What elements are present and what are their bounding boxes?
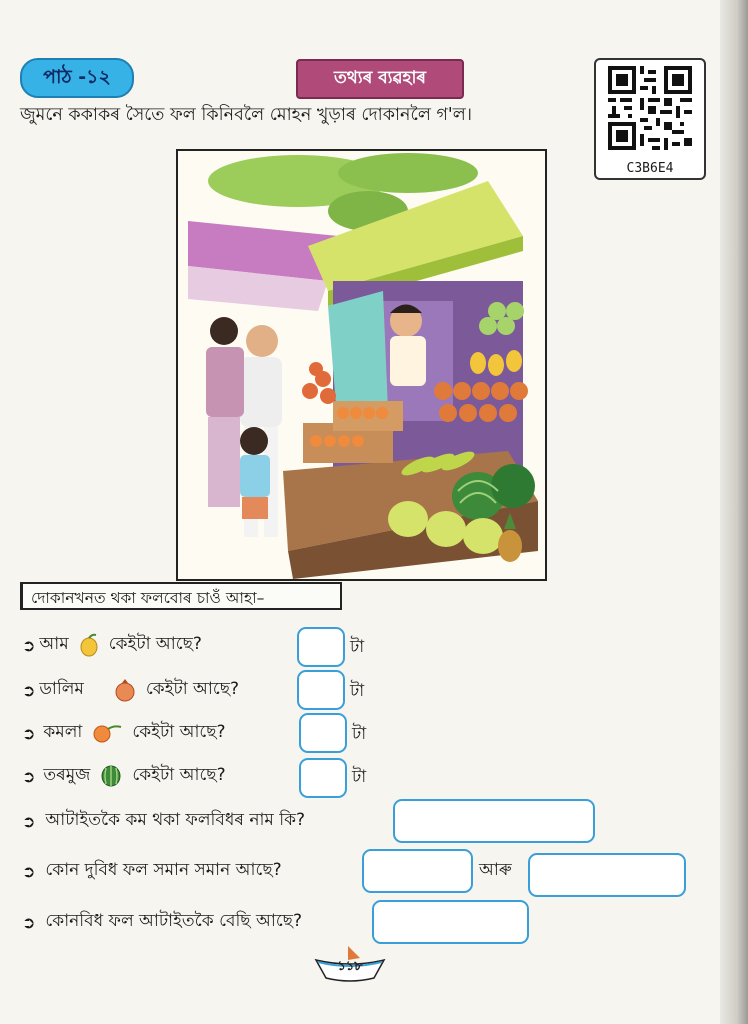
- qr-code-label: C3B6E4: [626, 161, 674, 176]
- question-text: কোন দুবিধ ফল সমান সমান আছে?: [45, 860, 282, 880]
- fruit-shop-illustration: [176, 149, 547, 581]
- qr-box: [594, 58, 706, 180]
- question-label: ডালিম: [39, 679, 84, 699]
- page-number: [312, 944, 388, 984]
- question-label: তৰমুজ: [43, 765, 91, 785]
- question-orange: [22, 719, 226, 747]
- question-least-fruit: [22, 807, 305, 835]
- pomegranate-icon: [114, 677, 136, 703]
- question-most-fruit: [22, 908, 302, 936]
- question-label: আম: [39, 634, 69, 654]
- page-edge: [720, 0, 748, 1024]
- answer-box-pomegranate[interactable]: [297, 670, 345, 710]
- unit-label: টা: [350, 637, 365, 657]
- question-watermelon: [22, 762, 226, 790]
- and-label: আৰু: [479, 860, 512, 880]
- section-heading: দোকানখনত থকা ফলবোৰ চাওঁ আহা–: [20, 582, 342, 610]
- answer-box-equal-fruit-1[interactable]: [362, 849, 473, 893]
- unit-label: টা: [352, 724, 367, 744]
- question-text: আটাইতকৈ কম থকা ফলবিধৰ নাম কি?: [45, 810, 306, 830]
- intro-text: জুমনে ককাকৰ সৈতে ফল কিনিবলৈ মোহন খুড়াৰ দোকানলৈ গ'ল।: [20, 105, 473, 125]
- question-text: কেইটা আছে?: [145, 679, 240, 699]
- question-mango: [22, 631, 202, 659]
- unit-label: টা: [352, 767, 367, 787]
- question-text: কোনবিধ ফল আটাইতকৈ বেছি আছে?: [45, 911, 302, 931]
- lesson-badge: পাঠ -১২: [20, 58, 134, 98]
- page-number-text: ১১৮: [337, 959, 363, 974]
- question-equal-fruits: [22, 857, 282, 885]
- answer-box-orange[interactable]: [299, 713, 347, 753]
- question-text: কেইটা আছে?: [132, 765, 226, 785]
- answer-box-least-fruit[interactable]: [393, 799, 595, 843]
- mango-icon: [79, 633, 99, 657]
- bullet-icon: ➲: [22, 635, 36, 655]
- qr-code-icon: [608, 66, 692, 150]
- fruit-shop-scene: [178, 151, 545, 579]
- question-pomegranate: [22, 676, 239, 704]
- bullet-icon: ➲: [22, 723, 36, 743]
- answer-box-most-fruit[interactable]: [372, 900, 529, 944]
- question-text: কেইটা আছে?: [108, 634, 202, 654]
- bullet-icon: ➲: [22, 680, 36, 700]
- answer-box-mango[interactable]: [297, 627, 345, 667]
- bullet-icon: ➲: [22, 912, 36, 932]
- bullet-icon: ➲: [22, 861, 36, 881]
- bullet-icon: ➲: [22, 766, 36, 786]
- orange-icon: [92, 721, 122, 745]
- answer-box-watermelon[interactable]: [299, 758, 347, 798]
- bullet-icon: ➲: [22, 811, 36, 831]
- watermelon-icon: [100, 764, 122, 788]
- unit-label: টা: [350, 681, 365, 701]
- question-label: কমলা: [43, 722, 83, 742]
- question-text: কেইটা আছে?: [132, 722, 226, 742]
- answer-box-equal-fruit-2[interactable]: [528, 853, 686, 897]
- page-title: তথ্যৰ ব্যৱহাৰ: [296, 59, 464, 99]
